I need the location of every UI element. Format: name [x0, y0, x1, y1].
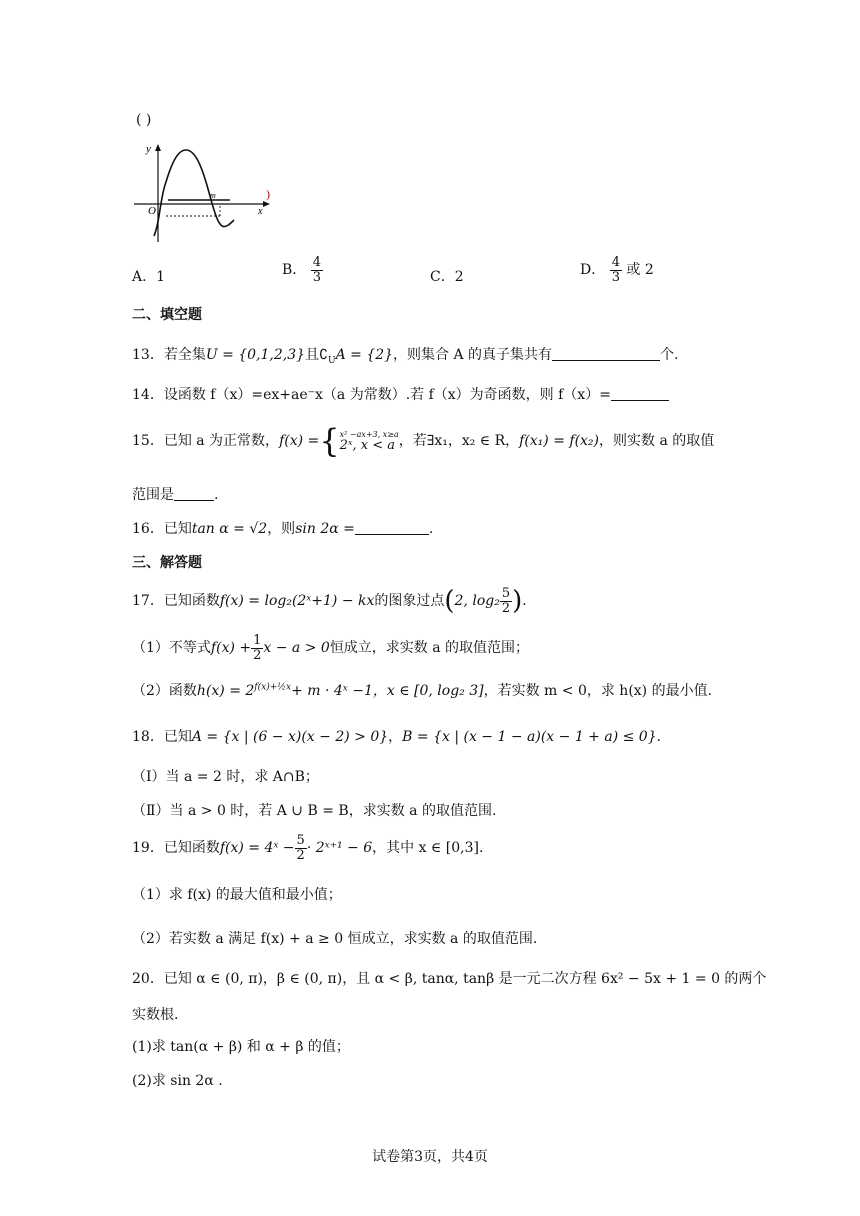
option-b-prefix: B． [282, 262, 307, 279]
question-17: 17．已知函数f(x) = log₂(2ˣ+1) − kx的图象过点(2, log₂ $\frac{5}{2}$ ). [132, 585, 527, 616]
question-20-line2: 实数根. [132, 1007, 179, 1023]
question-18: 18．已知A = {x | (6 − x)(x − 2) > 0}，B = {x | (x − 1 − a)(x − 1 + a) ≤ 0}. [132, 729, 662, 745]
origin-label: O [148, 205, 156, 217]
question-17-part-1: （1）不等式f(x) + $\frac{1}{2}$ x − a > 0恒成立，求实数 a 的取值范围； [132, 633, 530, 663]
y-axis-label: y [146, 143, 151, 155]
section-3-title: 三、解答题 [132, 555, 202, 571]
question-18-part-1: （Ⅰ）当 a = 2 时，求 A∩B； [132, 769, 319, 785]
option-d-fraction: $\frac{4}{3}$ [611, 255, 620, 285]
option-d-suffix: 或 2 [626, 262, 654, 279]
function-graph [130, 142, 275, 242]
option-d [580, 256, 654, 284]
option-b [282, 256, 323, 284]
answer-paren: ( ) [136, 112, 152, 128]
question-15-line2: 范围是 . [132, 487, 219, 503]
question-20: 20．已知 α ∈ (0, π)，β ∈ (0, π)，且 α < β, tanα, tanβ 是一元二次方程 6x² − 5x + 1 = 0 的两个 [132, 971, 767, 987]
question-16: 16．已知tan α = √2，则sin 2α = . [132, 521, 434, 537]
question-19-part-1: （1）求 f(x) 的最大值和最小值； [132, 887, 342, 903]
question-20-part-2: (2)求 sin 2α . [132, 1073, 223, 1089]
question-20-part-1: (1)求 tan(α + β) 和 α + β 的值； [132, 1039, 350, 1055]
option-a: A．1 [132, 269, 166, 285]
question-13: 13．若全集U = {0,1,2,3}且$∁_UA = \{2\}$，则集合 A 的真子集共有 个. [132, 347, 679, 366]
option-c: C．2 [430, 269, 464, 285]
option-d-prefix: D． [580, 262, 606, 279]
question-14: 14．设函数 f（x）=ex+ae⁻x（a 为常数）.若 f（x）为奇函数，则 f（x）= [132, 384, 669, 404]
question-18-part-2: （Ⅱ）当 a > 0 时，若 A ∪ B = B，求实数 a 的取值范围. [132, 803, 497, 819]
x-axis-label: x [258, 206, 263, 217]
svg-text:): ) [266, 187, 270, 201]
option-b-fraction: $\frac{4}{3}$ [312, 255, 322, 285]
page-footer: 试卷第3页，共4页 [372, 1149, 488, 1165]
section-2-title: 二、填空题 [132, 307, 202, 323]
question-17-part-2: （2）函数$h(x) = 2^{f(x)+\frac{1}{2}x}+ m$ · 4ˣ −1，x ∈ [0, log₂ 3]，若实数 m < 0，求 h(x) 的最小值. [132, 682, 713, 699]
m-label: m [210, 191, 216, 200]
question-15: 15．已知 a 为正常数，f(x) ={ x² −ax+3, x≥a 2ˣ, x < a ，若∃x₁，x₂ ∈ R，f(x₁) = f(x₂)，则实数 a 的取值 [132, 422, 715, 460]
question-19: 19．已知函数f(x) = 4ˣ − $\frac{5}{2}$ · 2ˣ⁺¹ − 6，其中 x ∈ [0,3]. [132, 833, 484, 863]
question-19-part-2: （2）若实数 a 满足 f(x) + a ≥ 0 恒成立，求实数 a 的取值范围. [132, 931, 538, 947]
